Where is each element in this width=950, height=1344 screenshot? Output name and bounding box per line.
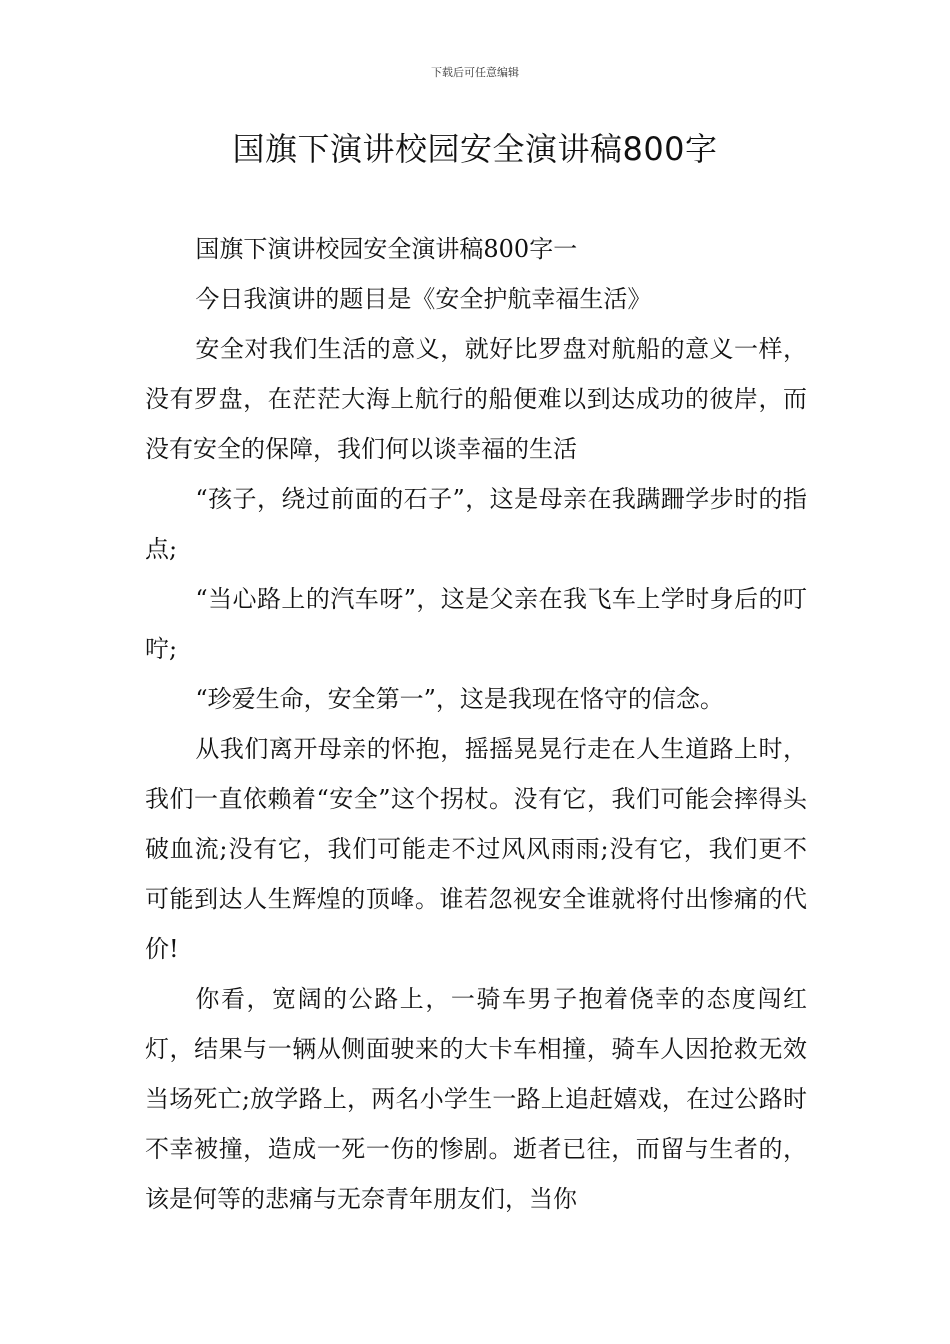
paragraph: 从我们离开母亲的怀抱，摇摇晃晃行走在人生道路上时，我们一直依赖着“安全”这个拐杖。没有它，我们可能会摔得头破血流;没有它，我们可能走不过风风雨雨;没有它，我们更不可能到达人生辉煌的顶峰。谁若忽视安全谁就将付出惨痛的代价! bbox=[145, 735, 807, 963]
paragraph: 国旗下演讲校园安全演讲稿800字一 bbox=[195, 235, 578, 263]
document-title: 国旗下演讲校园安全演讲稿800字 bbox=[232, 130, 718, 168]
paragraph: 今日我演讲的题目是《安全护航幸福生活》 bbox=[195, 285, 652, 313]
paragraph: “孩子，绕过前面的石子”，这是母亲在我蹒跚学步时的指点; bbox=[145, 485, 807, 563]
paragraph: “当心路上的汽车呀”，这是父亲在我飞车上学时身后的叮咛; bbox=[145, 585, 807, 663]
header-note: 下载后可任意编辑 bbox=[431, 66, 519, 79]
paragraph: 你看，宽阔的公路上，一骑车男子抱着侥幸的态度闯红灯，结果与一辆从侧面驶来的大卡车相撞，骑车人因抢救无效当场死亡;放学路上，两名小学生一路上追赶嬉戏，在过公路时不幸被撞，造成一死一伤的惨剧。逝者已往，而留与生者的，该是何等的悲痛与无奈青年朋友们，当你 bbox=[145, 985, 807, 1213]
document-body bbox=[145, 224, 807, 1224]
paragraph: “珍爱生命，安全第一”，这是我现在恪守的信念。 bbox=[195, 685, 724, 713]
paragraph: 安全对我们生活的意义，就好比罗盘对航船的意义一样，没有罗盘，在茫茫大海上航行的船便难以到达成功的彼岸，而没有安全的保障，我们何以谈幸福的生活 bbox=[145, 335, 807, 463]
